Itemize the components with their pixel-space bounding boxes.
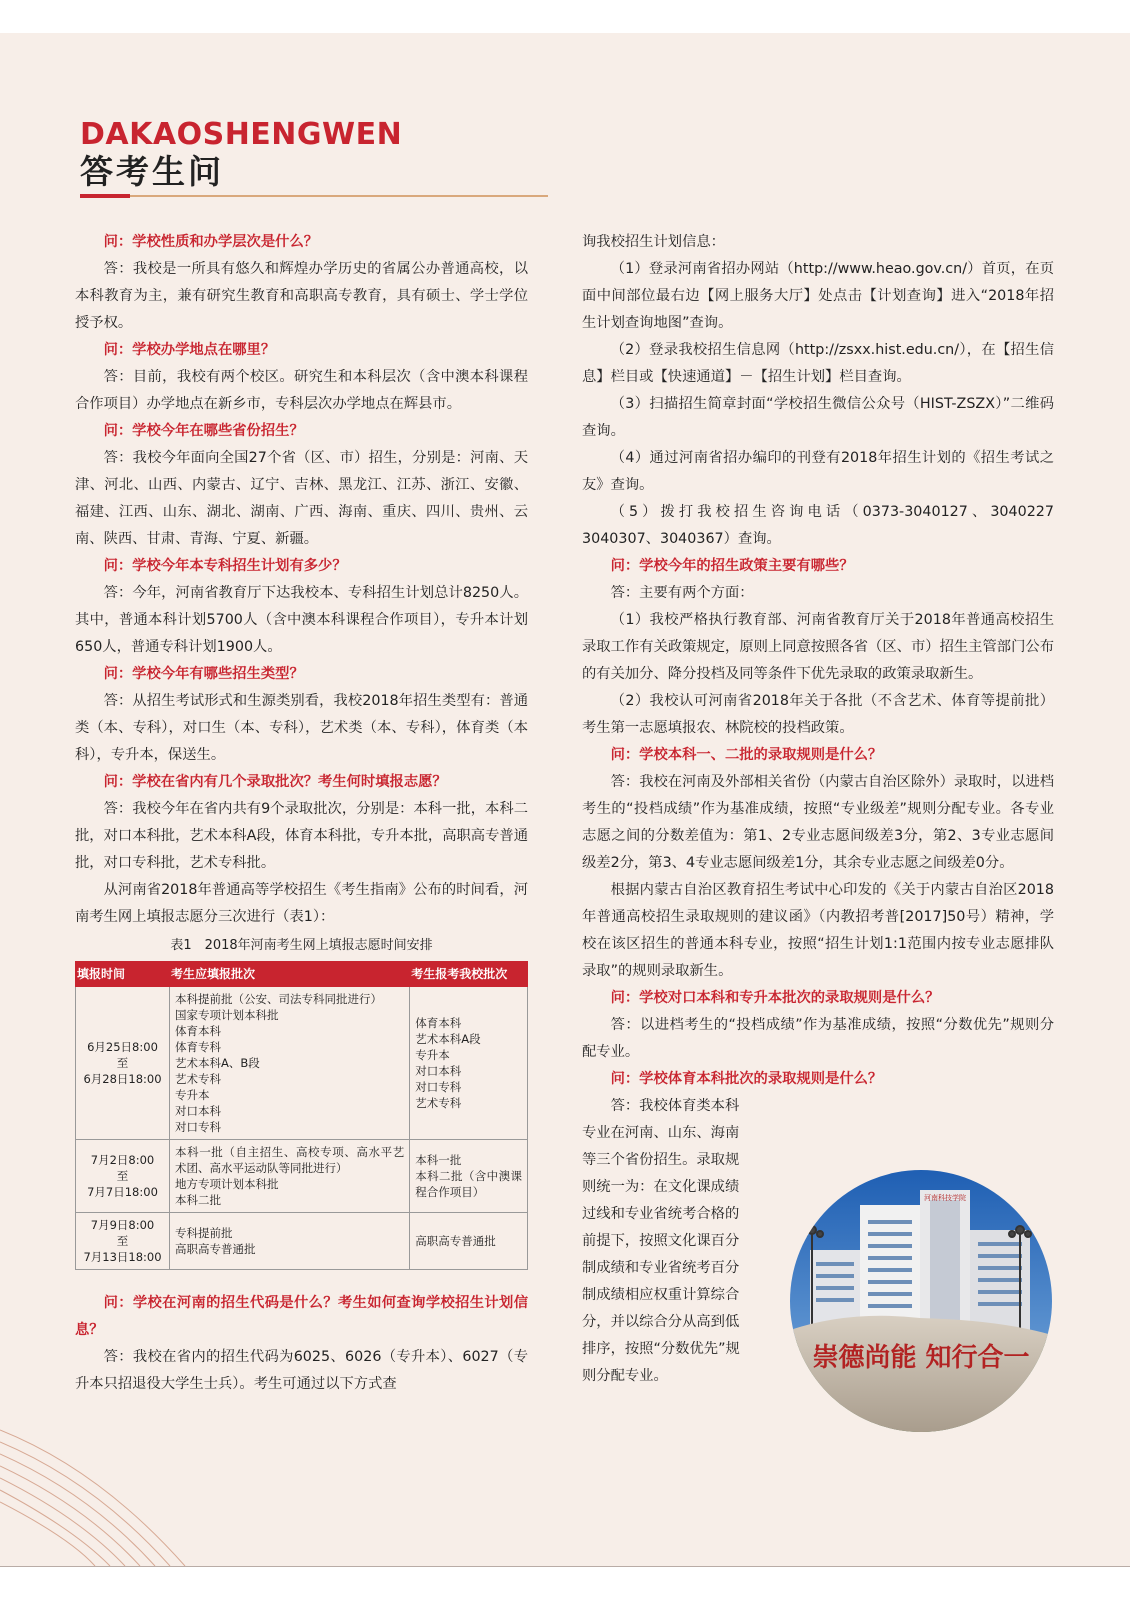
table-row xyxy=(76,987,528,1140)
cell-batches-line: 国家专项计划本科批 xyxy=(175,1008,279,1022)
question-sports-rules: 问：学校体育本科批次的录取规则是什么？ xyxy=(610,1071,883,1087)
sports-answer-line: 过线和专业省统考合格的 xyxy=(582,1206,740,1222)
sports-answer-line: 答：我校体育类本科 xyxy=(610,1098,740,1114)
query-method-4: （4）通过河南省招办编印的刊登有2018年招生计划的《招生考试之友》查询。 xyxy=(582,450,1054,493)
cell-time-line: 至 xyxy=(116,1234,129,1248)
cell-batches-line: 本科提前批（公安、司法专科同批进行） xyxy=(175,992,382,1006)
cell-batches xyxy=(170,987,410,1140)
question-batches: 问：学校在省内有几个录取批次？考生何时填报志愿？ xyxy=(103,774,447,790)
question-location: 问：学校办学地点在哪里？ xyxy=(103,342,276,358)
bottom-rule xyxy=(0,1566,1130,1567)
cell-our-batches-line: 高职高专普通批 xyxy=(415,1234,496,1248)
sports-answer-line: 分，并以综合分从高到低 xyxy=(582,1314,740,1330)
question-undergrad-rules: 问：学校本科一、二批的录取规则是什么？ xyxy=(610,747,883,763)
table-row xyxy=(76,1140,528,1213)
title-underline-accent xyxy=(80,194,130,198)
cell-time-line: 6月28日18:00 xyxy=(83,1072,162,1086)
cell-batches-line: 对口专科 xyxy=(175,1120,221,1134)
query-method-5: （5）拨打我校招生咨询电话（0373-3040127、3040227 3040307、3040367）查询。 xyxy=(582,504,1054,547)
cell-batches-line: 对口本科 xyxy=(175,1104,221,1118)
section-title-pinyin: DAKAOSHENGWEN xyxy=(80,117,403,152)
sports-answer-line: 等三个省份招生。录取规 xyxy=(582,1152,740,1168)
schedule-table xyxy=(75,961,528,1270)
cell-our-batches-line: 艺术本科A段 xyxy=(415,1032,481,1046)
table-header-batches: 考生应填报批次 xyxy=(170,962,410,987)
cell-batches xyxy=(170,1140,410,1213)
sports-answer-line: 排序，按照“分数优先”规 xyxy=(582,1341,740,1357)
cell-batches-line: 专升本 xyxy=(175,1088,210,1102)
cell-our-batches xyxy=(410,1140,528,1213)
query-method-3: （3）扫描招生简章封面“学校招生微信公众号（HIST-ZSZX）”二维码查询。 xyxy=(582,396,1054,439)
cell-time-line: 7月7日18:00 xyxy=(87,1185,158,1199)
table-header-time: 填报时间 xyxy=(76,962,170,987)
campus-photo xyxy=(790,1170,1052,1432)
cell-batches-line: 本科二批 xyxy=(175,1193,221,1207)
answer-inner-mongolia: 根据内蒙古自治区教育招生考试中心印发的《关于内蒙古自治区2018年普通高校招生录取规则的建议函》（内教招考普[2017]50号）精神，学校在该区招生的普通本科专业，按照“招生计划1:1范围内按专业志愿排队录取”的规则录取新生。 xyxy=(582,882,1054,979)
answer-batches: 答：我校今年在省内共有9个录取批次，分别是：本科一批，本科二批，对口本科批，艺术本科A段，体育本科批，专升本批，高职高专普通批，对口专科批，艺术专科批。 xyxy=(75,801,528,871)
question-vocational-rules: 问：学校对口本科和专升本批次的录取规则是什么？ xyxy=(610,990,940,1006)
cell-our-batches-line: 本科一批 xyxy=(415,1153,462,1167)
question-nature: 问：学校性质和办学层次是什么？ xyxy=(103,234,319,250)
answer-policy: 答：主要有两个方面： xyxy=(610,585,754,601)
cell-our-batches xyxy=(410,987,528,1140)
table-caption: 表1 2018年河南考生网上填报志愿时间安排 xyxy=(170,938,433,953)
cell-batches-line: 专科提前批 xyxy=(175,1226,233,1240)
answer-location: 答：目前，我校有两个校区。研究生和本科层次（含中澳本科课程合作项目）办学地点在新乡市，专科层次办学地点在辉县市。 xyxy=(75,369,528,412)
answer-undergrad-rules: 答：我校在河南及外部相关省份（内蒙古自治区除外）录取时，以进档考生的“投档成绩”作为基准成绩，按照“专业级差”规则分配专业。各专业志愿之间的分数差值为：第1、2专业志愿间级差3分，第2、3专业志愿间级差2分，第3、4专业志愿间级差1分，其余专业志愿之间级差0分。 xyxy=(582,774,1054,871)
answer-policy-2: （2）我校认可河南省2018年关于各批（不含艺术、体育等提前批）考生第一志愿填报农、林院校的投档政策。 xyxy=(582,693,1054,736)
cell-our-batches-line: 对口专科 xyxy=(415,1080,462,1094)
cell-time-line: 6月25日8:00 xyxy=(87,1040,158,1054)
question-types: 问：学校今年有哪些招生类型？ xyxy=(103,666,304,682)
cell-time-line: 7月9日8:00 xyxy=(90,1218,155,1232)
cell-time xyxy=(76,1213,170,1270)
table-row xyxy=(76,1213,528,1270)
cell-our-batches-line: 艺术专科 xyxy=(415,1096,462,1110)
cell-batches-line: 高职高专普通批 xyxy=(175,1242,256,1256)
cell-batches-line: 艺术专科 xyxy=(175,1072,221,1086)
section-title: 答考生问 xyxy=(80,152,224,191)
sports-answer-line: 专业在河南、山东、海南 xyxy=(582,1125,740,1141)
table-header-ours: 考生报考我校批次 xyxy=(410,962,528,987)
stone-inscription: 崇德尚能 知行合一 xyxy=(812,1343,1030,1373)
question-provinces: 问：学校今年在哪些省份招生？ xyxy=(103,423,304,439)
cell-our-batches xyxy=(410,1213,528,1270)
sports-answer-line: 制成绩相应权重计算综合 xyxy=(582,1287,740,1303)
answer-plan: 答：今年，河南省教育厅下达我校本、专科招生计划总计8250人。其中，普通本科计划5700人（含中澳本科课程合作项目），专升本计划650人，普通专科计划1900人。 xyxy=(75,585,528,655)
cell-batches-line: 本科一批（自主招生、高校专项、高水平艺术团、高水平运动队等同批进行） xyxy=(175,1145,405,1175)
cell-our-batches-line: 专升本 xyxy=(415,1048,450,1062)
answer-policy-1: （1）我校严格执行教育部、河南省教育厅关于2018年普通高校招生录取工作有关政策规定，原则上同意按照各省（区、市）招生主管部门公布的有关加分、降分投档及同等条件下优先录取的政策录取新生。 xyxy=(582,612,1054,682)
answer-code: 答：我校在省内的招生代码为6025、6026（专升本）、6027（专升本只招退役大学生士兵）。考生可通过以下方式查 xyxy=(75,1349,528,1392)
cell-time-line: 至 xyxy=(116,1169,129,1183)
decorative-curves xyxy=(0,1420,190,1566)
answer-code-continued: 询我校招生计划信息： xyxy=(582,234,725,250)
building-sign: 河南科技学院 xyxy=(924,1194,966,1202)
answer-types: 答：从招生考试形式和生源类别看，我校2018年招生类型有：普通类（本、专科），对口生（本、专科），艺术类（本、专科），体育类（本科），专升本，保送生。 xyxy=(75,693,528,763)
answer-batches-schedule: 从河南省2018年普通高等学校招生《考生指南》公布的时间看，河南考生网上填报志愿分三次进行（表1）： xyxy=(75,882,528,925)
answer-provinces: 答：我校今年面向全国27个省（区、市）招生，分别是：河南、天津、河北、山西、内蒙古、辽宁、吉林、黑龙江、江苏、浙江、安徽、福建、江西、山东、湖北、湖南、广西、海南、重庆、四川、贵州、云南、陕西、甘肃、青海、宁夏、新疆。 xyxy=(75,450,528,547)
cell-batches-line: 体育专科 xyxy=(175,1040,221,1054)
cell-time-line: 至 xyxy=(116,1056,129,1070)
sports-answer-line: 则分配专业。 xyxy=(582,1368,668,1384)
question-code: 问：学校在河南的招生代码是什么？考生如何查询学校招生计划信息？ xyxy=(75,1295,528,1338)
left-column xyxy=(75,229,528,1398)
title-underline xyxy=(80,195,548,197)
cell-our-batches-line: 本科二批（含中澳课程合作项目） xyxy=(415,1169,522,1199)
cell-time xyxy=(76,987,170,1140)
cell-our-batches-line: 对口本科 xyxy=(415,1064,462,1078)
cell-time-line: 7月13日18:00 xyxy=(83,1250,162,1264)
question-policy: 问：学校今年的招生政策主要有哪些？ xyxy=(610,558,854,574)
cell-batches-line: 体育本科 xyxy=(175,1024,221,1038)
answer-nature: 答：我校是一所具有悠久和辉煌办学历史的省属公办普通高校，以本科教育为主，兼有研究生教育和高职高专教育，具有硕士、学士学位授予权。 xyxy=(75,261,528,331)
answer-sports-rules xyxy=(582,1093,772,1390)
cell-time xyxy=(76,1140,170,1213)
question-plan: 问：学校今年本专科招生计划有多少？ xyxy=(103,558,347,574)
query-method-2: （2）登录我校招生信息网（http://zsxx.hist.edu.cn/），在【招生信息】栏目或【快速通道】－【招生计划】栏目查询。 xyxy=(582,342,1054,385)
cell-time-line: 7月2日8:00 xyxy=(90,1153,155,1167)
cell-batches-line: 艺术本科A、B段 xyxy=(175,1056,260,1070)
cell-our-batches-line: 体育本科 xyxy=(415,1016,462,1030)
answer-vocational-rules: 答：以进档考生的“投档成绩”作为基准成绩，按照“分数优先”规则分配专业。 xyxy=(582,1017,1054,1060)
sports-answer-line: 制成绩和专业省统考百分 xyxy=(582,1260,740,1276)
query-method-1: （1）登录河南省招办网站（http://www.heao.gov.cn/）首页，在页面中间部位最右边【网上服务大厅】处点击【计划查询】进入“2018年招生计划查询地图”查询。 xyxy=(582,261,1054,331)
sports-answer-line: 则统一为：在文化课成绩 xyxy=(582,1179,740,1195)
cell-batches xyxy=(170,1213,410,1270)
sports-answer-line: 前提下，按照文化课百分 xyxy=(582,1233,740,1249)
cell-batches-line: 地方专项计划本科批 xyxy=(175,1177,279,1191)
